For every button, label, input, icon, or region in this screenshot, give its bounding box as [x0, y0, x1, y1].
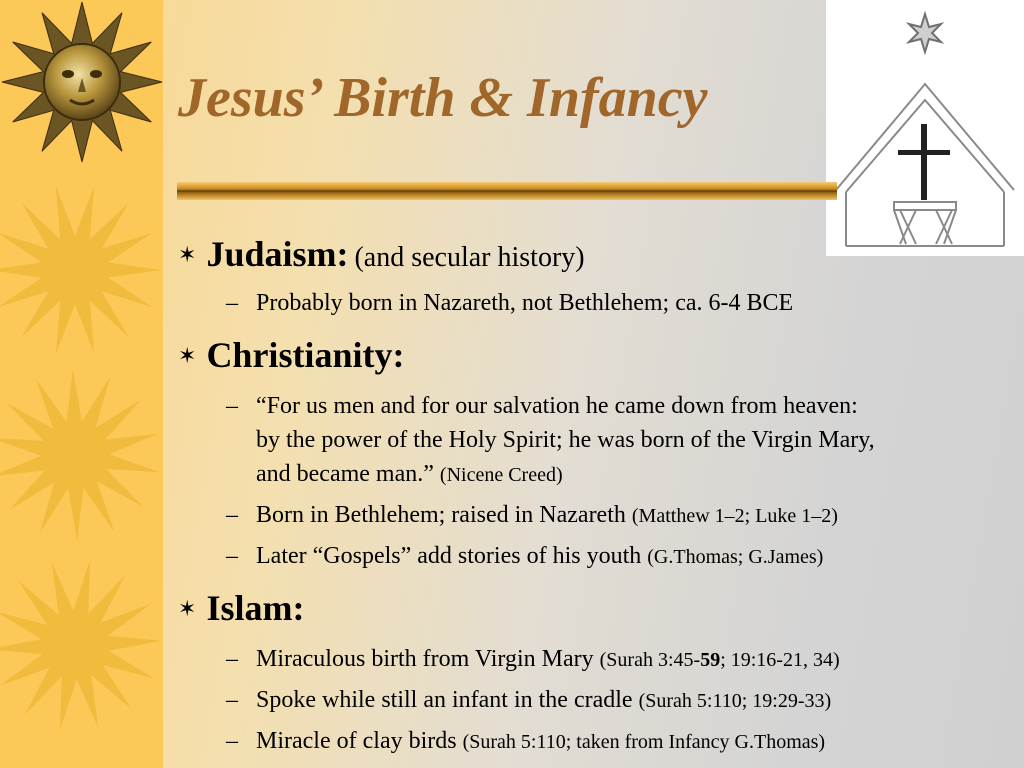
slide-title: Jesus’ Birth & Infancy [178, 67, 708, 129]
bullet-text-line: “For us men and for our salvation he came down from heaven: [256, 393, 858, 419]
bullet-text: Miraculous birth from Virgin Mary [256, 646, 594, 672]
star-bullet-icon: ✶ [178, 343, 197, 368]
list-item [226, 539, 1001, 574]
heading-islam [178, 587, 304, 629]
church-illustration [826, 0, 1024, 256]
bullet-text-line: by the power of the Holy Spirit; he was born of the Virgin Mary, [256, 427, 875, 453]
sun-icons [0, 0, 163, 768]
citation: (G.Thomas; G.James) [647, 546, 824, 568]
bullet-text: Born in Bethlehem; raised in Nazareth [256, 502, 626, 528]
dash-bullet-icon: – [226, 728, 238, 754]
bullet-text: Later “Gospels” add stories of his youth [256, 543, 642, 569]
citation: (Surah 3:45-59; 19:16-21, 34) [599, 649, 840, 671]
citation: (Nicene Creed) [439, 464, 563, 486]
dash-bullet-icon: – [226, 646, 238, 672]
list-item [226, 389, 1001, 492]
decorative-sun-sidebar [0, 0, 163, 768]
bullet-text-line: and became man.” [256, 461, 434, 487]
citation: (Matthew 1–2; Luke 1–2) [631, 505, 838, 527]
heading-christianity [178, 334, 404, 376]
list-item [226, 286, 1001, 320]
bullet-text: Miracle of clay birds [256, 728, 457, 754]
dash-bullet-icon: – [226, 290, 238, 316]
list-item [226, 724, 1001, 759]
heading-text: Christianity: [206, 335, 405, 375]
heading-note: (and secular history) [354, 242, 585, 273]
title-divider [177, 182, 837, 200]
heading-judaism [178, 233, 585, 275]
citation: (Surah 5:110; 19:29-33) [638, 690, 832, 712]
list-item [226, 498, 1001, 533]
star-bullet-icon: ✶ [178, 242, 197, 267]
sun-icon [0, 186, 161, 730]
dash-bullet-icon: – [226, 543, 238, 569]
list-item [226, 683, 1001, 718]
list-item [226, 642, 1001, 677]
bullet-text: Spoke while still an infant in the cradle [256, 687, 633, 713]
metal-sun-face-icon [2, 2, 162, 162]
heading-text: Islam: [206, 588, 305, 628]
dash-bullet-icon: – [226, 502, 238, 528]
bullet-text: Probably born in Nazareth, not Bethlehem; ca. 6-4 BCE [256, 290, 794, 316]
dash-bullet-icon: – [226, 393, 238, 419]
dash-bullet-icon: – [226, 687, 238, 713]
heading-text: Judaism: [206, 234, 349, 274]
star-bullet-icon: ✶ [178, 596, 197, 621]
church-icon [826, 0, 1024, 256]
citation: (Surah 5:110; taken from Infancy G.Thomas) [462, 731, 826, 753]
